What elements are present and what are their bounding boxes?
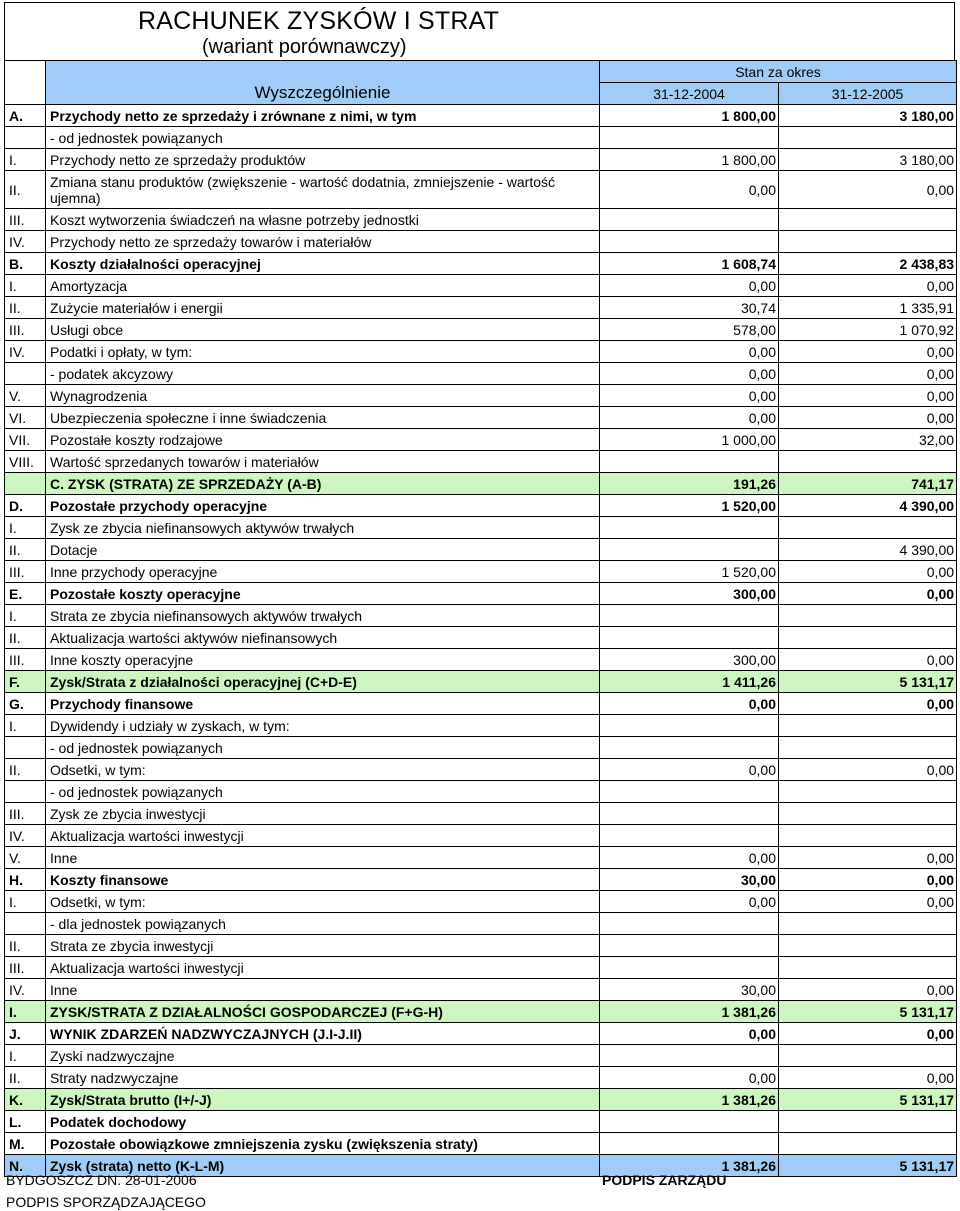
- value-2005: 5 131,17: [779, 671, 957, 693]
- value-2004: 1 800,00: [600, 105, 779, 127]
- period-label-header: Stan za okres: [600, 61, 957, 83]
- table-row: [5, 759, 957, 781]
- value-2005: 0,00: [779, 561, 957, 583]
- value-2004: 0,00: [600, 275, 779, 297]
- value-2005: [779, 935, 957, 957]
- value-2005: [779, 451, 957, 473]
- value-2004: [600, 605, 779, 627]
- value-2005: 741,17: [779, 473, 957, 495]
- table-row: [5, 913, 957, 935]
- value-2005: 0,00: [779, 693, 957, 715]
- value-2005: [779, 803, 957, 825]
- value-2004: 0,00: [600, 363, 779, 385]
- row-label: Dywidendy i udziały w zyskach, w tym:: [46, 715, 600, 737]
- table-row: [5, 649, 957, 671]
- row-number: L.: [5, 1111, 46, 1133]
- value-2005: 0,00: [779, 891, 957, 913]
- row-number: II.: [5, 1067, 46, 1089]
- table-row: [5, 825, 957, 847]
- table-row: [5, 781, 957, 803]
- row-number: I.: [5, 891, 46, 913]
- title-block: [4, 2, 955, 60]
- row-label: Pozostałe obowiązkowe zmniejszenia zysku (zwiększenia straty): [46, 1133, 600, 1155]
- value-2005: [779, 1045, 957, 1067]
- table-row: [5, 341, 957, 363]
- row-label: Strata ze zbycia niefinansowych aktywów trwałych: [46, 605, 600, 627]
- row-number: I.: [5, 605, 46, 627]
- value-2005: 5 131,17: [779, 1155, 957, 1177]
- table-row: [5, 429, 957, 451]
- row-label: Przychody netto ze sprzedaży i zrównane z nimi, w tym: [46, 105, 600, 127]
- preparer-signature-label: PODPIS SPORZĄDZAJĄCEGO: [6, 1194, 206, 1210]
- row-number: II.: [5, 759, 46, 781]
- row-number: I.: [5, 715, 46, 737]
- table-row: [5, 253, 957, 275]
- value-2005: 1 070,92: [779, 319, 957, 341]
- value-2005: 0,00: [779, 385, 957, 407]
- table-row: [5, 517, 957, 539]
- value-2005: [779, 517, 957, 539]
- value-2005: 0,00: [779, 1023, 957, 1045]
- row-label: Inne koszty operacyjne: [46, 649, 600, 671]
- value-2004: 300,00: [600, 649, 779, 671]
- row-label: C. ZYSK (STRATA) ZE SPRZEDAŻY (A-B): [46, 473, 600, 495]
- row-number: IV.: [5, 979, 46, 1001]
- header-blank-cell: [5, 61, 46, 105]
- value-2005: 0,00: [779, 869, 957, 891]
- row-number: I.: [5, 1045, 46, 1067]
- row-number: IV.: [5, 341, 46, 363]
- date-header-2005: 31-12-2005: [779, 83, 957, 105]
- row-label: - dla jednostek powiązanych: [46, 913, 600, 935]
- value-2004: 30,00: [600, 869, 779, 891]
- value-2005: 5 131,17: [779, 1001, 957, 1023]
- value-2005: 0,00: [779, 1067, 957, 1089]
- table-row: [5, 1089, 957, 1111]
- value-2004: 1 520,00: [600, 561, 779, 583]
- value-2004: [600, 957, 779, 979]
- value-2004: 1 800,00: [600, 149, 779, 171]
- report-sheet: [4, 2, 956, 1177]
- table-row: [5, 105, 957, 127]
- value-2004: 0,00: [600, 341, 779, 363]
- board-signature-label: PODPIS ZARZĄDU: [602, 1172, 727, 1188]
- row-label: Amortyzacja: [46, 275, 600, 297]
- value-2005: [779, 737, 957, 759]
- value-2005: [779, 957, 957, 979]
- row-label: Aktualizacja wartości inwestycji: [46, 825, 600, 847]
- value-2004: [600, 715, 779, 737]
- value-2005: [779, 1111, 957, 1133]
- value-2005: 32,00: [779, 429, 957, 451]
- row-label: Podatek dochodowy: [46, 1111, 600, 1133]
- value-2005: [779, 825, 957, 847]
- value-2005: [779, 605, 957, 627]
- value-2004: 1 520,00: [600, 495, 779, 517]
- row-label: Ubezpieczenia społeczne i inne świadczenia: [46, 407, 600, 429]
- value-2004: [600, 627, 779, 649]
- row-label: Dotacje: [46, 539, 600, 561]
- value-2004: 578,00: [600, 319, 779, 341]
- row-number: G.: [5, 693, 46, 715]
- value-2005: [779, 781, 957, 803]
- value-2004: [600, 1045, 779, 1067]
- value-2004: 0,00: [600, 1067, 779, 1089]
- table-row: [5, 715, 957, 737]
- row-label: Inne: [46, 847, 600, 869]
- row-number: III.: [5, 957, 46, 979]
- table-row: [5, 1133, 957, 1155]
- row-number: [5, 781, 46, 803]
- row-number: II.: [5, 935, 46, 957]
- value-2004: 0,00: [600, 407, 779, 429]
- row-number: J.: [5, 1023, 46, 1045]
- value-2004: 0,00: [600, 171, 779, 209]
- value-2005: 5 131,17: [779, 1089, 957, 1111]
- row-number: II.: [5, 539, 46, 561]
- value-2005: [779, 127, 957, 149]
- value-2004: [600, 209, 779, 231]
- row-label: Pozostałe koszty rodzajowe: [46, 429, 600, 451]
- value-2005: 0,00: [779, 759, 957, 781]
- value-2005: [779, 231, 957, 253]
- row-label: Odsetki, w tym:: [46, 891, 600, 913]
- table-row: [5, 127, 957, 149]
- value-2005: [779, 913, 957, 935]
- row-label: Strata ze zbycia inwestycji: [46, 935, 600, 957]
- table-row: [5, 671, 957, 693]
- table-row: [5, 605, 957, 627]
- value-2005: 0,00: [779, 363, 957, 385]
- report-title: RACHUNEK ZYSKÓW I STRAT: [138, 7, 500, 35]
- row-label: Zmiana stanu produktów (zwiększenie - wartość dodatnia, zmniejszenie - wartość ujemna): [46, 171, 600, 209]
- table-row: [5, 363, 957, 385]
- row-number: III.: [5, 561, 46, 583]
- row-number: I.: [5, 149, 46, 171]
- table-row: [5, 1045, 957, 1067]
- table-row: [5, 149, 957, 171]
- table-row: [5, 209, 957, 231]
- row-label: Zużycie materiałów i energii: [46, 297, 600, 319]
- table-row: [5, 627, 957, 649]
- value-2005: 4 390,00: [779, 539, 957, 561]
- value-2004: [600, 803, 779, 825]
- table-row: [5, 869, 957, 891]
- row-label: Przychody finansowe: [46, 693, 600, 715]
- table-row: [5, 847, 957, 869]
- row-number: III.: [5, 209, 46, 231]
- table-row: [5, 385, 957, 407]
- row-number: I.: [5, 1001, 46, 1023]
- value-2004: 300,00: [600, 583, 779, 605]
- value-2005: 4 390,00: [779, 495, 957, 517]
- value-2004: 0,00: [600, 693, 779, 715]
- row-number: [5, 363, 46, 385]
- value-2004: [600, 1133, 779, 1155]
- value-2004: [600, 127, 779, 149]
- table-row: [5, 979, 957, 1001]
- row-number: M.: [5, 1133, 46, 1155]
- value-2005: 0,00: [779, 171, 957, 209]
- row-label: Koszt wytworzenia świadczeń na własne potrzeby jednostki: [46, 209, 600, 231]
- date-header-2004: 31-12-2004: [600, 83, 779, 105]
- row-number: V.: [5, 847, 46, 869]
- table-row: [5, 473, 957, 495]
- row-number: III.: [5, 803, 46, 825]
- value-2004: 1 381,26: [600, 1089, 779, 1111]
- table-row: [5, 737, 957, 759]
- row-label: ZYSK/STRATA Z DZIAŁALNOŚCI GOSPODARCZEJ (F+G-H): [46, 1001, 600, 1023]
- table-row: [5, 803, 957, 825]
- row-label: Inne przychody operacyjne: [46, 561, 600, 583]
- row-number: IV.: [5, 825, 46, 847]
- table-row: [5, 1111, 957, 1133]
- value-2004: 0,00: [600, 1023, 779, 1045]
- value-2005: [779, 715, 957, 737]
- row-number: [5, 913, 46, 935]
- row-number: E.: [5, 583, 46, 605]
- value-2005: [779, 627, 957, 649]
- table-row: [5, 583, 957, 605]
- value-2004: [600, 1111, 779, 1133]
- value-2005: 0,00: [779, 847, 957, 869]
- table-row: [5, 171, 957, 209]
- row-label: Koszty działalności operacyjnej: [46, 253, 600, 275]
- row-number: [5, 127, 46, 149]
- row-number: [5, 473, 46, 495]
- value-2004: [600, 825, 779, 847]
- row-label: Przychody netto ze sprzedaży towarów i materiałów: [46, 231, 600, 253]
- value-2005: 0,00: [779, 649, 957, 671]
- row-number: II.: [5, 171, 46, 209]
- table-row: [5, 1067, 957, 1089]
- row-number: IV.: [5, 231, 46, 253]
- table-row: [5, 1023, 957, 1045]
- row-label: Usługi obce: [46, 319, 600, 341]
- row-label: - podatek akcyzowy: [46, 363, 600, 385]
- value-2004: 1 381,26: [600, 1155, 779, 1177]
- row-label: Zyski nadzwyczajne: [46, 1045, 600, 1067]
- table-row: [5, 935, 957, 957]
- value-2004: 0,00: [600, 759, 779, 781]
- row-number: K.: [5, 1089, 46, 1111]
- row-label: Zysk ze zbycia niefinansowych aktywów trwałych: [46, 517, 600, 539]
- row-number: VII.: [5, 429, 46, 451]
- income-statement-table: [4, 60, 957, 1177]
- value-2005: [779, 1133, 957, 1155]
- row-label: Wartość sprzedanych towarów i materiałów: [46, 451, 600, 473]
- value-2004: 0,00: [600, 891, 779, 913]
- row-label: Pozostałe koszty operacyjne: [46, 583, 600, 605]
- row-label: Przychody netto ze sprzedaży produktów: [46, 149, 600, 171]
- row-label: Inne: [46, 979, 600, 1001]
- table-row: [5, 693, 957, 715]
- row-number: VI.: [5, 407, 46, 429]
- value-2005: 0,00: [779, 979, 957, 1001]
- value-2004: [600, 913, 779, 935]
- row-number: [5, 737, 46, 759]
- row-label: Aktualizacja wartości aktywów niefinansowych: [46, 627, 600, 649]
- value-2005: 0,00: [779, 407, 957, 429]
- row-number: V.: [5, 385, 46, 407]
- value-2004: 30,00: [600, 979, 779, 1001]
- value-2005: 2 438,83: [779, 253, 957, 275]
- table-row: [5, 891, 957, 913]
- value-2005: 3 180,00: [779, 149, 957, 171]
- table-row: [5, 319, 957, 341]
- row-label: Aktualizacja wartości inwestycji: [46, 957, 600, 979]
- row-label: Podatki i opłaty, w tym:: [46, 341, 600, 363]
- row-label: - od jednostek powiązanych: [46, 127, 600, 149]
- row-label: Odsetki, w tym:: [46, 759, 600, 781]
- value-2004: [600, 539, 779, 561]
- row-number: II.: [5, 297, 46, 319]
- row-number: III.: [5, 319, 46, 341]
- value-2004: 1 608,74: [600, 253, 779, 275]
- row-label: Pozostałe przychody operacyjne: [46, 495, 600, 517]
- value-2004: 1 411,26: [600, 671, 779, 693]
- row-label: Zysk/Strata z działalności operacyjnej (C+D-E): [46, 671, 600, 693]
- value-2005: 0,00: [779, 275, 957, 297]
- value-2004: [600, 737, 779, 759]
- value-2004: [600, 231, 779, 253]
- value-2005: 0,00: [779, 583, 957, 605]
- value-2005: [779, 209, 957, 231]
- value-2004: 0,00: [600, 385, 779, 407]
- row-number: II.: [5, 627, 46, 649]
- row-number: I.: [5, 275, 46, 297]
- value-2004: 30,74: [600, 297, 779, 319]
- value-2004: 1 381,26: [600, 1001, 779, 1023]
- row-number: B.: [5, 253, 46, 275]
- value-2005: 0,00: [779, 341, 957, 363]
- row-label: - od jednostek powiązanych: [46, 737, 600, 759]
- value-2004: [600, 935, 779, 957]
- value-2004: [600, 517, 779, 539]
- table-row: [5, 231, 957, 253]
- value-2004: 0,00: [600, 847, 779, 869]
- table-row: [5, 957, 957, 979]
- row-label: Zysk (strata) netto (K-L-M): [46, 1155, 600, 1177]
- value-2004: 1 000,00: [600, 429, 779, 451]
- row-number: D.: [5, 495, 46, 517]
- row-number: N.: [5, 1155, 46, 1177]
- row-label: - od jednostek powiązanych: [46, 781, 600, 803]
- row-label: Wynagrodzenia: [46, 385, 600, 407]
- table-row: [5, 297, 957, 319]
- row-number: H.: [5, 869, 46, 891]
- row-number: III.: [5, 649, 46, 671]
- row-label: WYNIK ZDARZEŃ NADZWYCZAJNYCH (J.I-J.II): [46, 1023, 600, 1045]
- report-subtitle: (wariant porównawczy): [202, 36, 407, 58]
- row-label: Zysk/Strata brutto (I+/-J): [46, 1089, 600, 1111]
- row-label: Zysk ze zbycia inwestycji: [46, 803, 600, 825]
- table-row: [5, 495, 957, 517]
- value-2004: [600, 451, 779, 473]
- table-row: [5, 1001, 957, 1023]
- table-row: [5, 275, 957, 297]
- value-2005: 3 180,00: [779, 105, 957, 127]
- row-number: VIII.: [5, 451, 46, 473]
- row-label: Koszty finansowe: [46, 869, 600, 891]
- value-2004: [600, 781, 779, 803]
- row-number: F.: [5, 671, 46, 693]
- table-row: [5, 539, 957, 561]
- place-date: BYDGOSZCZ DN. 28-01-2006: [6, 1172, 197, 1188]
- row-number: I.: [5, 517, 46, 539]
- value-2005: 1 335,91: [779, 297, 957, 319]
- table-header-row-1: [5, 61, 957, 83]
- value-2004: 191,26: [600, 473, 779, 495]
- row-number: A.: [5, 105, 46, 127]
- row-label: Straty nadzwyczajne: [46, 1067, 600, 1089]
- table-row: [5, 407, 957, 429]
- table-row: [5, 561, 957, 583]
- table-row: [5, 451, 957, 473]
- column-label-header: Wyszczególnienie: [46, 61, 600, 105]
